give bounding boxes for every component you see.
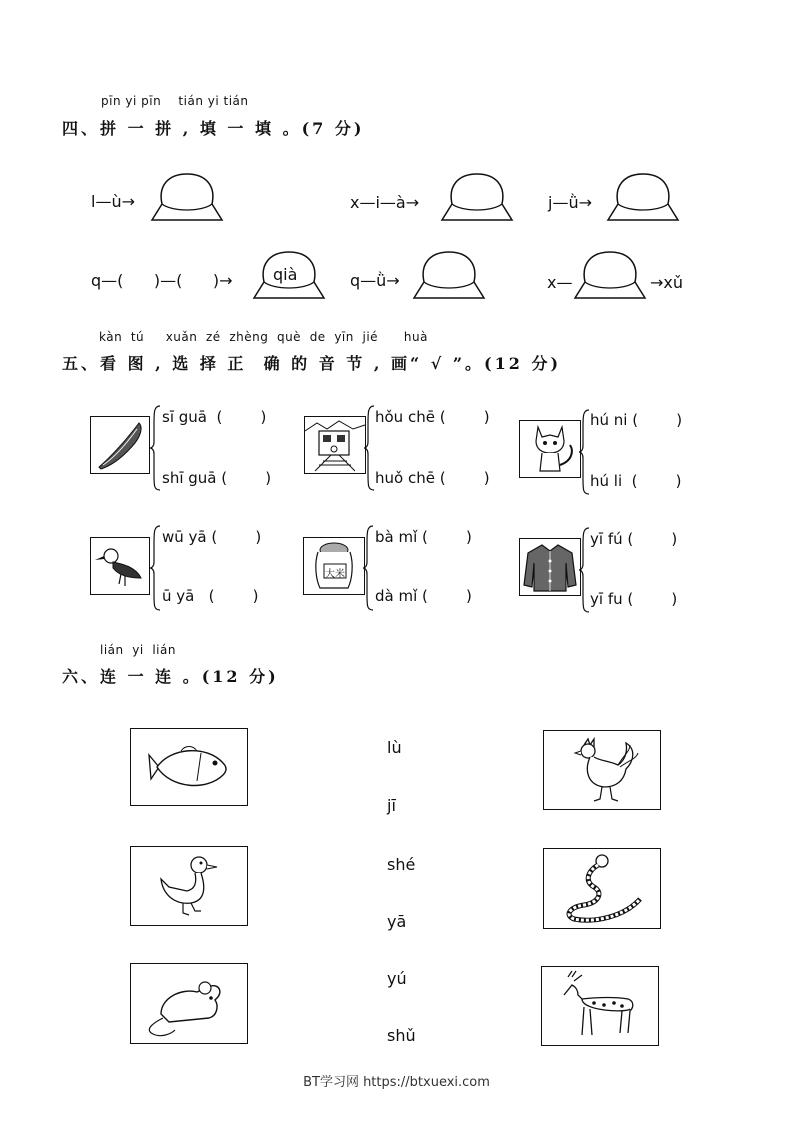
- duck-icon: [131, 847, 247, 925]
- option-si-gua[interactable]: sī guā ( ): [162, 408, 267, 426]
- peach-icon: [573, 248, 648, 300]
- syllable-ji[interactable]: jī: [387, 796, 396, 815]
- train-icon: [305, 417, 365, 473]
- picture-rice-bag: [303, 537, 365, 595]
- option-yi-fu-2[interactable]: yī fú ( ): [590, 530, 678, 548]
- syllable-lu[interactable]: lù: [387, 738, 402, 757]
- option-hu-ni[interactable]: hú ni ( ): [590, 411, 683, 429]
- section6-pinyin: lián yi lián: [100, 643, 176, 657]
- syllable-ya[interactable]: yā: [387, 912, 407, 931]
- syllable-xu-result: →xǔ: [650, 273, 684, 292]
- section5-heading: 五、看 图 , 选 择 正 确 的 音 节 , 画“ √ ”。(12 分): [62, 354, 562, 373]
- deer-icon: [542, 967, 658, 1045]
- option-hou-che[interactable]: hǒu chē ( ): [375, 408, 490, 426]
- syllable-xia-prompt: x—i—à→: [350, 193, 420, 212]
- brace-icon: [150, 404, 162, 492]
- brace-icon: [363, 524, 375, 612]
- option-yi-fu-5[interactable]: yī fu ( ): [590, 590, 678, 608]
- section4-pinyin: pīn yi pīn tián yi tián: [101, 94, 249, 108]
- option-ba-mi[interactable]: bà mǐ ( ): [375, 528, 472, 546]
- right-picture-rooster[interactable]: [543, 730, 661, 810]
- syllable-x-prompt: x—: [547, 273, 573, 292]
- syllable-qu-prompt: q—ǜ→: [350, 271, 400, 290]
- syllable-shu[interactable]: shǔ: [387, 1026, 416, 1045]
- fish-icon: [131, 729, 247, 805]
- brace-icon: [150, 524, 162, 612]
- left-picture-mouse[interactable]: [130, 963, 248, 1044]
- option-da-mi[interactable]: dà mǐ ( ): [375, 587, 472, 605]
- footer-watermark: BT学习网 https://btxuexi.com: [303, 1075, 490, 1090]
- bean-pod-icon: [91, 417, 149, 473]
- left-picture-duck[interactable]: [130, 846, 248, 926]
- crow-icon: [91, 538, 149, 594]
- option-huo-che[interactable]: huǒ chē ( ): [375, 469, 490, 487]
- section5-pinyin: kàn tú xuǎn zé zhèng què de yīn jié huà: [99, 330, 428, 344]
- syllable-yu[interactable]: yú: [387, 969, 407, 988]
- picture-train: [304, 416, 366, 474]
- right-picture-deer[interactable]: [541, 966, 659, 1046]
- rice-bag-text: 大米: [325, 569, 345, 580]
- fox-icon: [520, 421, 580, 477]
- right-picture-snake[interactable]: [543, 848, 661, 929]
- picture-crow: [90, 537, 150, 595]
- peach-icon: [606, 170, 681, 222]
- option-wu-ya[interactable]: wū yā ( ): [162, 528, 262, 546]
- peach-icon: [150, 170, 225, 222]
- section4-heading: 四、拼 一 拼 , 填 一 填 。(7 分): [62, 119, 365, 138]
- syllable-ju-prompt: j—ǜ→: [548, 193, 592, 212]
- option-u-ya[interactable]: ū yā ( ): [162, 587, 259, 605]
- syllable-she[interactable]: shé: [387, 855, 416, 874]
- syllable-qia-split-prompt: q—( )—( )→: [91, 271, 233, 290]
- picture-coat: [519, 538, 581, 596]
- option-shi-gua[interactable]: shī guā ( ): [162, 469, 272, 487]
- coat-icon: [520, 539, 580, 595]
- picture-fox: [519, 420, 581, 478]
- peach-icon: [440, 170, 515, 222]
- peach-label-qia: qià: [273, 265, 298, 284]
- mouse-icon: [131, 964, 247, 1043]
- left-picture-fish[interactable]: [130, 728, 248, 806]
- picture-bean-pod: [90, 416, 150, 474]
- snake-icon: [544, 849, 660, 928]
- rooster-icon: [544, 731, 660, 809]
- syllable-lu-prompt: l—ù→: [91, 192, 135, 211]
- section6-heading: 六、连 一 连 。(12 分): [62, 667, 279, 686]
- option-hu-li[interactable]: hú li ( ): [590, 472, 682, 490]
- peach-icon: [412, 248, 487, 300]
